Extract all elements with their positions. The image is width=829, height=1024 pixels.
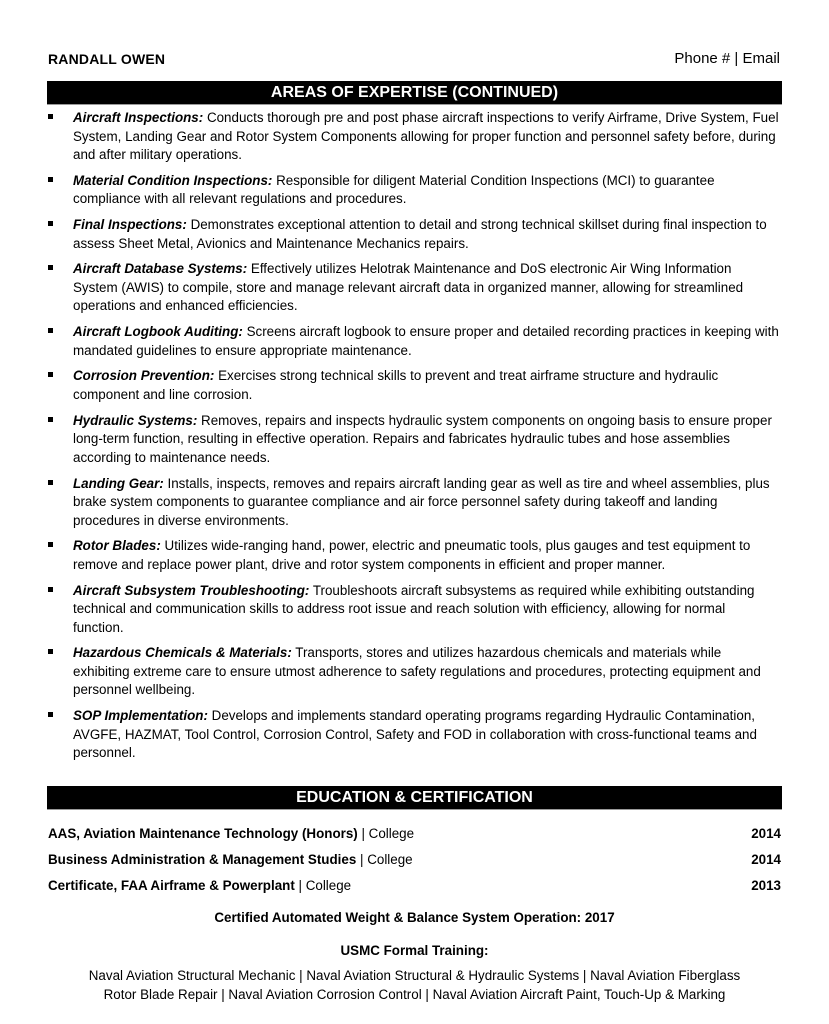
list-item bbox=[0, 216, 779, 253]
list-item bbox=[0, 412, 779, 468]
item-label: Landing Gear: bbox=[73, 475, 164, 491]
item-text: Responsible for diligent Material Condition Inspections (MCI) to guarantee compliance with all relevant regulations and procedures. bbox=[73, 172, 715, 207]
list-item bbox=[0, 707, 779, 763]
education-row bbox=[48, 852, 781, 867]
item-label: Corrosion Prevention: bbox=[73, 368, 215, 384]
item-text: Transports, stores and utilizes hazardous chemicals and materials while exhibiting extreme care to ensure utmost adherence to safety regulations and procedures, protecting equipment and personnel wellbeing. bbox=[73, 645, 761, 698]
training-line: Rotor Blade Repair | Naval Aviation Corrosion Control | Naval Aviation Aircraft Paint, Touch-Up & Marking bbox=[103, 987, 726, 1002]
item-label: Hazardous Chemicals & Materials: bbox=[73, 645, 292, 661]
item-text: Demonstrates exceptional attention to detail and strong technical skillset during final inspection to assess Sheet Metal, Avionics and Maintenance Mechanics repairs. bbox=[73, 217, 767, 251]
item-label: Aircraft Database Systems: bbox=[73, 261, 248, 277]
item-label: Aircraft Inspections: bbox=[73, 110, 204, 125]
bullet-icon bbox=[48, 480, 53, 485]
item-label: Rotor Blades: bbox=[73, 538, 161, 554]
item-text: Utilizes wide-ranging hand, power, electric and pneumatic tools, plus gauges and test equipment to remove and replace power plant, drive and rotor system components in efficient and proper manner. bbox=[73, 538, 751, 572]
bullet-icon bbox=[48, 542, 53, 547]
item-text: Develops and implements standard operating programs regarding Hydraulic Contamination, AVGFE, HAZMAT, Tool Control, Corrosion Control, Safety and FOD in collaboration with cross-functional teams and personnel. bbox=[73, 708, 757, 761]
certification-line: Certified Automated Weight & Balance System Operation: 2017 bbox=[214, 910, 615, 925]
list-item bbox=[0, 475, 779, 531]
bullet-icon bbox=[48, 649, 53, 654]
bullet-icon bbox=[48, 221, 53, 226]
item-label: Aircraft Subsystem Troubleshooting: bbox=[73, 582, 310, 598]
item-label: Final Inspections: bbox=[73, 217, 187, 233]
bullet-icon bbox=[48, 417, 53, 422]
item-text: Installs, inspects, removes and repairs aircraft landing gear as well as tire and wheel assemblies, plus brake system components to guarantee compliance and air force personnel safety during takeoff and landing procedures in diverse environments. bbox=[73, 475, 770, 528]
training-title: USMC Formal Training: bbox=[340, 943, 489, 958]
candidate-name: RANDALL OWEN bbox=[48, 51, 166, 67]
year: 2014 bbox=[751, 826, 781, 841]
section-divider bbox=[47, 104, 782, 105]
contact-info: Phone # | Email bbox=[674, 50, 780, 67]
item-text: Troubleshoots aircraft subsystems as required while exhibiting outstanding technical and communication skills to address root issue and reach solution with efficiency, allowing for normal function. bbox=[73, 582, 755, 635]
school-name: College bbox=[367, 852, 413, 867]
bullet-icon bbox=[48, 114, 53, 119]
bullet-icon bbox=[48, 587, 53, 592]
year: 2013 bbox=[751, 878, 781, 893]
list-item bbox=[0, 644, 779, 700]
degree-name: Certificate, FAA Airframe & Powerplant bbox=[48, 878, 295, 893]
list-item bbox=[0, 172, 779, 209]
year: 2014 bbox=[751, 852, 781, 867]
education-section-header: EDUCATION & CERTIFICATION bbox=[47, 786, 782, 809]
separator: | bbox=[356, 852, 368, 867]
item-label: Hydraulic Systems: bbox=[73, 412, 198, 428]
bullet-icon bbox=[48, 372, 53, 377]
separator: | bbox=[357, 826, 369, 841]
school-name: College bbox=[368, 826, 415, 841]
expertise-list bbox=[0, 109, 829, 770]
item-text: Conducts thorough pre and post phase aircraft inspections to verify Airframe, Drive System, Fuel System, Landing Gear and Rotor System Components allowing for proper function and personnel safety before, during and after military operations. bbox=[73, 110, 779, 162]
item-text: Exercises strong technical skills to prevent and treat airframe structure and hydraulic component and line corrosion. bbox=[73, 368, 719, 402]
item-text: Removes, repairs and inspects hydraulic system components on ongoing basis to ensure proper long-term function, resulting in effective operation. Repairs and fabricates hydraulic tubes and hose assemblies according to maintenance needs. bbox=[73, 412, 772, 465]
separator: | bbox=[294, 878, 306, 893]
education-row bbox=[48, 826, 781, 841]
list-item bbox=[0, 109, 779, 165]
list-item bbox=[0, 260, 779, 316]
bullet-icon bbox=[48, 177, 53, 182]
list-item bbox=[0, 367, 779, 404]
degree-name: AAS, Aviation Maintenance Technology (Honors) bbox=[48, 826, 358, 841]
item-label: Aircraft Logbook Auditing: bbox=[73, 324, 243, 340]
item-text: Effectively utilizes Helotrak Maintenance and DoS electronic Air Wing Information System (AWIS) to compile, store and manage relevant aircraft data in organized manner, allowing for streamlined operations and enhanced efficiencies. bbox=[73, 261, 744, 314]
bullet-icon bbox=[48, 712, 53, 717]
section-divider bbox=[47, 809, 782, 810]
bullet-icon bbox=[48, 328, 53, 333]
item-label: Material Condition Inspections: bbox=[73, 172, 273, 188]
list-item bbox=[0, 582, 779, 638]
degree-name: Business Administration & Management Studies bbox=[48, 852, 357, 867]
bullet-icon bbox=[48, 265, 53, 270]
school-name: College bbox=[305, 878, 352, 893]
list-item bbox=[0, 537, 779, 574]
training-line: Naval Aviation Structural Mechanic | Naval Aviation Structural & Hydraulic Systems | Naval Aviation Fiberglass bbox=[88, 968, 741, 983]
expertise-section-header: AREAS OF EXPERTISE (CONTINUED) bbox=[47, 81, 782, 104]
item-text: Screens aircraft logbook to ensure proper and detailed recording practices in keeping with mandated guidelines to ensure appropriate maintenance. bbox=[73, 324, 779, 358]
education-row bbox=[48, 878, 781, 893]
item-label: SOP Implementation: bbox=[73, 708, 208, 724]
list-item bbox=[0, 323, 779, 360]
